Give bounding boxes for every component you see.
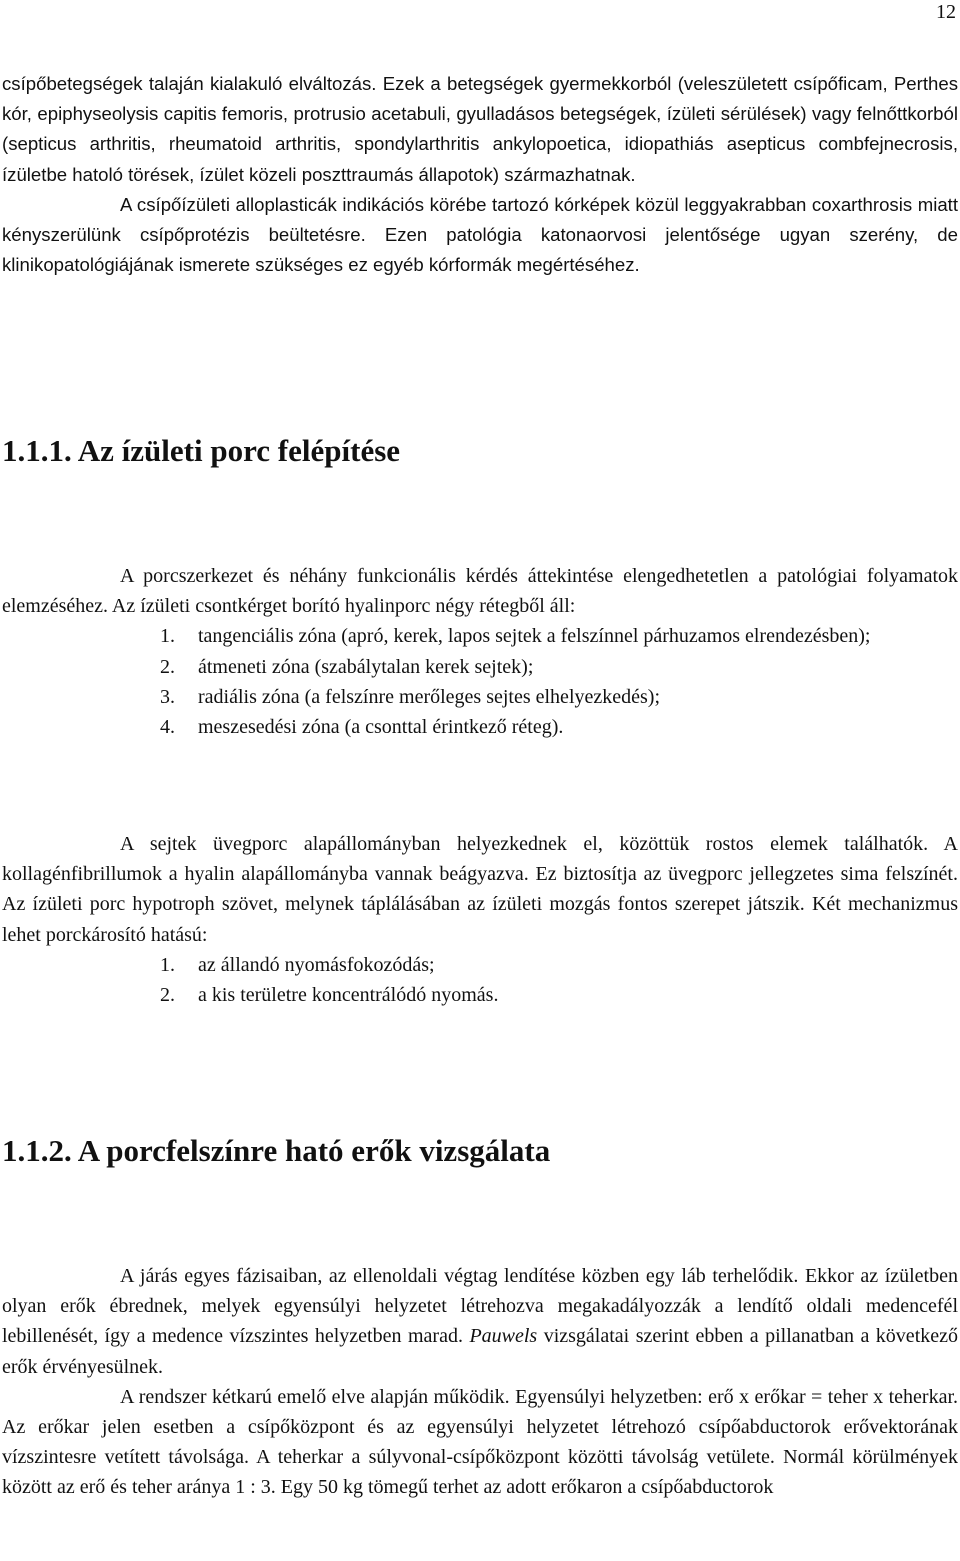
list-item-number: 1.: [160, 953, 175, 976]
list-item: [2, 682, 958, 712]
list-item-text: az állandó nyomásfokozódás;: [198, 953, 435, 976]
section-heading-1: 1.1.1. Az ízületi porc felépítése: [2, 433, 401, 468]
section-2-paragraph-1: [2, 1261, 958, 1382]
list-item-text: radiális zóna (a felszínre merőleges sejtes elhelyezkedés);: [198, 685, 661, 708]
intro-paragraph-1: csípőbetegségek talaján kialakuló elváltozás. Ezek a betegségek gyermekkorból (veleszületett csípőficam, Perthes kór, epiphyseolysis capitis femoris, protrusio acetabuli, gyulladásos betegségek, ízületi sérülések) vagy felnőttkorból (septicus arthritis, rheumatoid arthritis, spondylarthritis ankylopoetica, idiopathiás asepticus combfejnecrosis, ízületbe hatoló törések, ízület közeli poszttraumás állapotok) származhatnak.: [2, 73, 958, 185]
list-item: [2, 950, 958, 980]
list-item-text: tangenciális zóna (apró, kerek, lapos sejtek a felszínnel párhuzamos elrendezésben);: [198, 625, 871, 648]
list-item: [2, 980, 958, 1010]
list-item-text: a kis területre koncentrálódó nyomás.: [198, 984, 499, 1007]
section-1-body: [2, 561, 958, 742]
list-item: [2, 652, 958, 682]
list-item: [2, 712, 958, 742]
section-2-paragraph-2: A rendszer kétkarú emelő elve alapján működik. Egyensúlyi helyzetben: erő x erőkar = teher x teherkar. Az erőkar jelen esetben a csípőközpont és az egyensúlyi helyzetet létrehozó csípőabductorok erővektorának vízszintesre vetített távolsága. A teherkar a súlyvonal-csípőközpont közötti távolság vetülete. Normál körülmények között az erő és teher aránya 1 : 3. Egy 50 kg tömegű terhet az adott erőkaron a csípőabductorok: [2, 1385, 958, 1499]
author-name: Pauwels: [469, 1325, 538, 1348]
intro-section: [2, 69, 958, 280]
paragraph-text: vizsgálatai szerint ebben a pillanatban a következő erők érvényesülnek.: [2, 1325, 958, 1378]
cartilage-layer-list: [2, 621, 958, 742]
paragraph-text: A járás egyes fázisaiban, az ellenoldali végtag lendítése közben egy láb terhelődik. Ekkor az ízületben olyan erők ébrednek, melyek egyensúlyi helyzetet létrehozva megakadályozzák a lendítő oldali medencefél lebillenését, így a medence vízszintes helyzetben marad.: [2, 1265, 958, 1348]
list-item-text: átmeneti zóna (szabálytalan kerek sejtek);: [198, 655, 534, 678]
section-2-body: [2, 1261, 958, 1503]
list-item-number: 2.: [160, 984, 175, 1007]
mechanism-list: [2, 950, 958, 1010]
list-item-number: 1.: [160, 625, 175, 648]
list-item: [2, 621, 958, 651]
section-1-paragraph-2: A sejtek üvegporc alapállományban helyezkednek el, közöttük rostos elemek találhatók. A kollagénfibrillumok a hyalin alapállományba vannak beágyazva. Ez biztosítja az üvegporc jellegzetes sima felszínét. Az ízületi porc hypotroph szövet, melynek táplálásában az ízületi mozgás fontos szerepet játszik. Két mechanizmus lehet porckárosító hatású:: [2, 833, 958, 946]
list-item-number: 4.: [160, 716, 175, 739]
list-item-number: 2.: [160, 655, 175, 678]
intro-paragraph-2: A csípőízületi alloplasticák indikációs körébe tartozó kórképek közül leggyakrabban coxarthrosis miatt kényszerülünk csípőprotézis beültetésre. Ezen patológia katonaorvosi jelentősége ugyan szerény, de klinikopatológiájának ismerete szükséges ez egyéb kórformák megértéséhez.: [2, 193, 958, 276]
section-1-body-2: [2, 829, 958, 1010]
list-item-text: meszesedési zóna (a csonttal érintkező réteg).: [198, 716, 564, 739]
section-heading-2: 1.1.2. A porcfelszínre ható erők vizsgálata: [2, 1133, 551, 1168]
list-item-number: 3.: [160, 685, 175, 708]
section-1-paragraph-1: A porcszerkezet és néhány funkcionális kérdés áttekintése elengedhetetlen a patológiai folyamatok elemzéséhez. Az ízületi csontkérget borító hyalinporc négy rétegből áll:: [2, 565, 958, 618]
page-number: 12: [936, 1, 956, 23]
